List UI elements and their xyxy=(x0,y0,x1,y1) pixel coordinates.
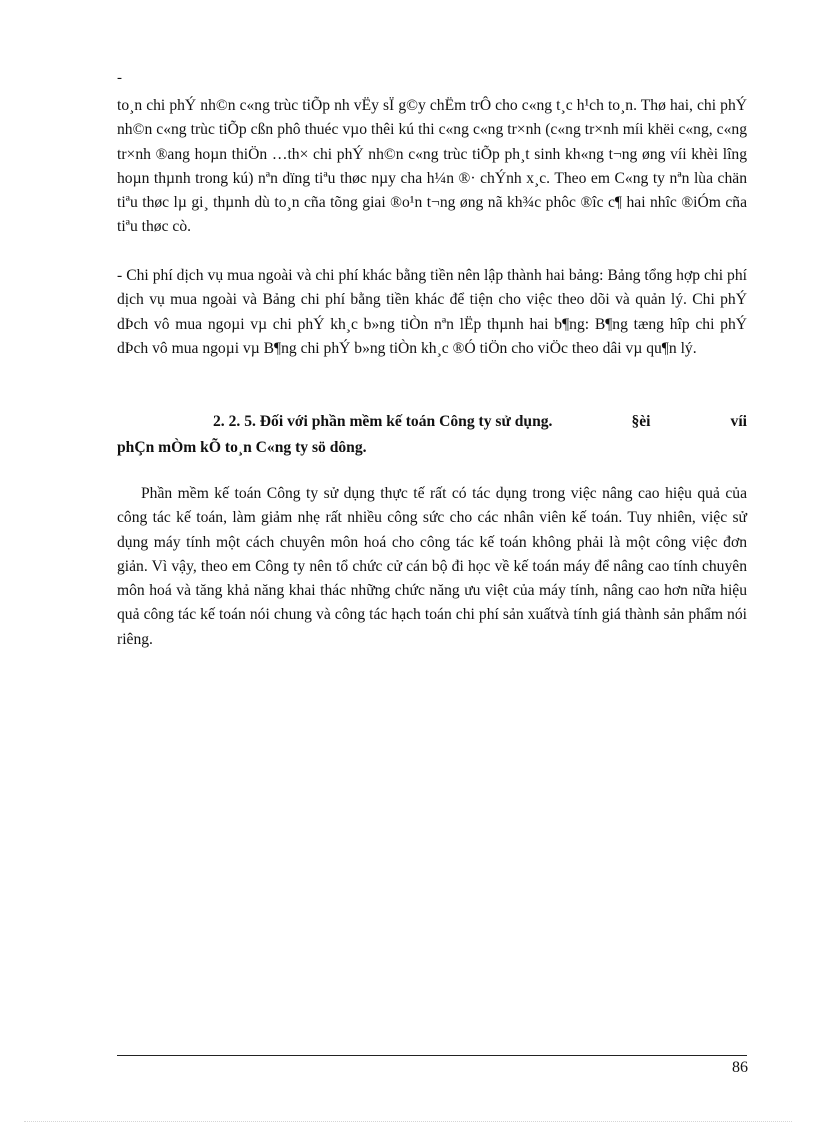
top-marker: - xyxy=(117,70,122,86)
section-heading-line-2: phÇn mÒm kÕ to¸n C«ng ty sö dông. xyxy=(117,439,367,456)
section-heading-tail xyxy=(631,409,747,435)
section-heading xyxy=(117,409,747,461)
section-heading-line-1 xyxy=(117,409,747,435)
paragraph-outsourced-services: - Chi phí dịch vụ mua ngoài và chi phí khác bằng tiền nên lập thành hai bảng: Bảng tổng hợp chi phí dịch vụ mua ngoài và Bảng chi phí bằng tiền khác để tiện cho việc theo dõi và quản lý. Chi phÝ dÞch vô mua ngoµi vµ chi phÝ kh¸c b»ng tiÒn nªn lËp thµnh hai b¶ng: B¶ng tæng hîp chi phÝ dÞch vô mua ngoµi vµ B¶ng chi phÝ b»ng tiÒn kh¸c ®Ó tiÖn cho viÖc theo dâi vµ qu¶n lý. xyxy=(117,267,747,357)
section-heading-word-1: §èi xyxy=(631,413,651,430)
section-heading-title: 2. 2. 5. Đối với phần mềm kế toán Công ty sử dụng. xyxy=(213,413,553,430)
footer-rule xyxy=(117,1055,747,1056)
page-number: 86 xyxy=(732,1059,748,1076)
paragraph-accounting-software: Phần mềm kế toán Công ty sử dụng thực tế rất có tác dụng trong việc nâng cao hiệu quả của công tác kế toán, làm giảm nhẹ rất nhiều công sức cho các nhân viên kế toán. Tuy nhiên, việc sử dụng máy tính một cách chuyên môn hoá cho công tác kế toán không phải là một công việc đơn giản. Vì vậy, theo em Công ty nên tổ chức cử cán bộ đi học về kế toán máy để nâng cao tính chuyên môn hoá và tăng khả năng khai thác những chức năng ưu việt của máy tính, nâng cao hơn nữa hiệu quả công tác kế toán nói chung và công tác hạch toán chi phí sản xuấtvà tính giá thành sản phẩm nói riêng. xyxy=(117,485,747,648)
page-bottom-border xyxy=(24,1121,792,1122)
section-heading-word-2: víi xyxy=(730,413,747,430)
paragraph-labor-cost: to¸n chi phÝ nh©n c«ng trùc tiÕp nh vËy sÏ g©y chËm trÔ cho c«ng t¸c h¹ch to¸n. Thø hai, chi phÝ nh©n c«ng trùc tiÕp cßn phô thuéc vµo thêi kú thi c«ng c«ng tr×nh (c«ng tr×nh míi khëi c«ng, c«ng tr×nh ®ang hoµn thiÖn …th× chi phÝ nh©n c«ng trùc tiÕp ph¸t sinh kh«ng t¬ng øng víi khèi lîng hoµn thµnh trong kú) nªn dïng tiªu thøc nµy cha h¼n ®· chÝnh x¸c. Theo em C«ng ty nªn lùa chän tiªu thøc lµ gi¸ thµnh dù to¸n cña tõng giai ®o¹n t¬ng øng nã kh¾c phôc ®îc c¶ hai nhîc ®iÓm cña tiªu thøc cò. xyxy=(117,97,747,236)
